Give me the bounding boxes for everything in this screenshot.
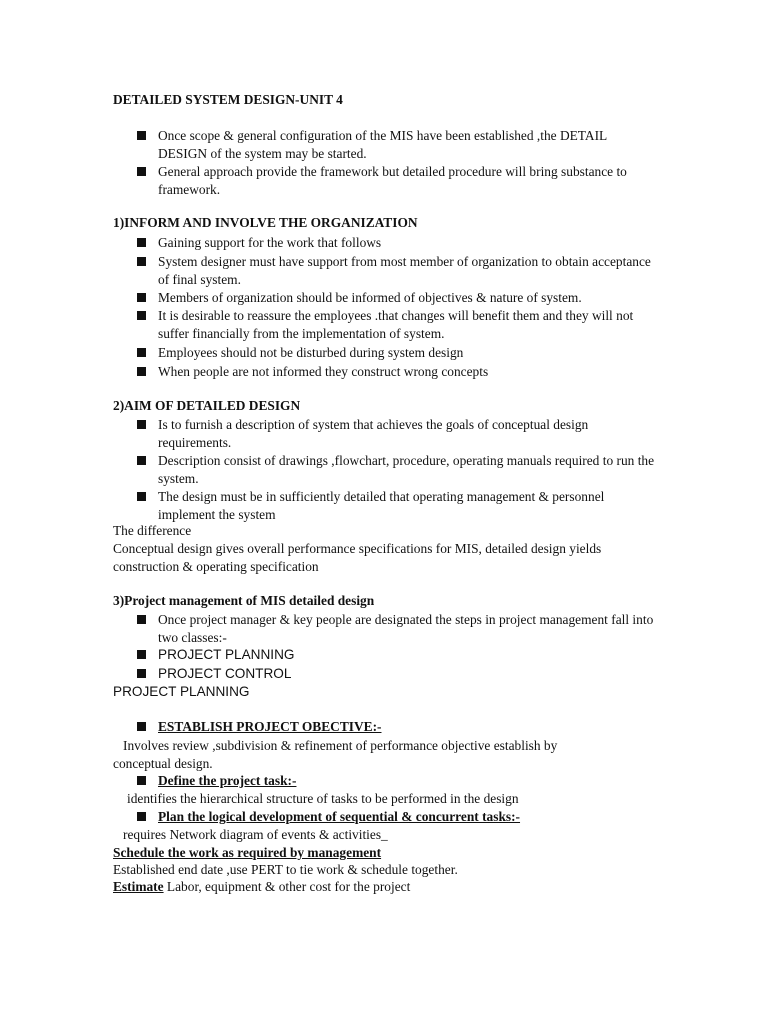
list-item-text: Once project manager & key people are designated the steps in project management fall into two classes:- [158, 612, 654, 645]
square-bullet-icon [137, 348, 146, 357]
estimate-text: Labor, equipment & other cost for the project [163, 879, 411, 894]
square-bullet-icon [137, 238, 146, 247]
list-item [137, 808, 655, 826]
list-item-text: Description consist of drawings ,flowchart, procedure, operating manuals required to run the system. [158, 453, 655, 486]
list-item-text: The design must be in sufficiently detailed that operating management & personnel implement the system [158, 489, 605, 522]
list-item [137, 772, 655, 790]
list-item [137, 289, 655, 307]
list-item-text: Is to furnish a description of system that achieves the goals of conceptual design requirements. [158, 417, 589, 450]
list-item [137, 307, 655, 342]
list-item [137, 363, 655, 381]
square-bullet-icon [137, 257, 146, 266]
square-bullet-icon [137, 167, 146, 176]
step-text: identifies the hierarchical structure of tasks to be performed in the design [127, 791, 519, 806]
list-item-text: Employees should not be disturbed during system design [158, 345, 464, 360]
estimate-title: Estimate [113, 879, 164, 894]
square-bullet-icon [137, 812, 146, 821]
list-item [137, 163, 655, 198]
page-title: DETAILED SYSTEM DESIGN-UNIT 4 [113, 92, 343, 107]
list-item [137, 488, 655, 523]
square-bullet-icon [137, 650, 146, 659]
step-text: requires Network diagram of events & activities_ [123, 827, 388, 842]
list-item-text: PROJECT CONTROL [158, 666, 292, 681]
list-item [137, 234, 655, 252]
difference-label: The difference [113, 523, 192, 538]
square-bullet-icon [137, 311, 146, 320]
list-item [137, 718, 655, 736]
square-bullet-icon [137, 492, 146, 501]
square-bullet-icon [137, 722, 146, 731]
list-item-text: When people are not informed they construct wrong concepts [158, 364, 489, 379]
list-item [137, 611, 655, 646]
step-text: Involves review ,subdivision & refinement of performance objective establish by conceptual design. [113, 738, 558, 771]
step-title: ESTABLISH PROJECT OBECTIVE:- [158, 719, 382, 734]
square-bullet-icon [137, 293, 146, 302]
list-item [137, 127, 655, 162]
list-item [137, 452, 655, 487]
schedule-text: Established end date ,use PERT to tie work & schedule together. [113, 862, 458, 877]
list-item [137, 665, 655, 683]
list-item [137, 416, 655, 451]
list-item [137, 253, 655, 288]
square-bullet-icon [137, 669, 146, 678]
square-bullet-icon [137, 456, 146, 465]
square-bullet-icon [137, 420, 146, 429]
square-bullet-icon [137, 615, 146, 624]
list-item-text: PROJECT PLANNING [158, 647, 295, 662]
section-heading: 3)Project management of MIS detailed design [113, 593, 375, 608]
square-bullet-icon [137, 367, 146, 376]
difference-text: Conceptual design gives overall performance specifications for MIS, detailed design yields construction & operating specification [113, 541, 602, 574]
section-heading: 1)INFORM AND INVOLVE THE ORGANIZATION [113, 215, 418, 230]
estimate-line [113, 878, 653, 896]
list-item-text: It is desirable to reassure the employees .that changes will benefit them and they will not suffer financially from the implementation of system. [158, 308, 634, 341]
section-heading: 2)AIM OF DETAILED DESIGN [113, 398, 301, 413]
list-item-text: Members of organization should be informed of objectives & nature of system. [158, 290, 582, 305]
square-bullet-icon [137, 776, 146, 785]
square-bullet-icon [137, 131, 146, 140]
list-item-text: Once scope & general configuration of the MIS have been established ,the DETAIL DESIGN of the system may be started. [158, 128, 607, 161]
list-item-text: General approach provide the framework but detailed procedure will bring substance to framework. [158, 164, 627, 197]
list-item [137, 646, 655, 664]
planning-label: PROJECT PLANNING [113, 684, 250, 699]
step-title: Define the project task:- [158, 773, 297, 788]
list-item-text: Gaining support for the work that follows [158, 235, 382, 250]
step-title: Plan the logical development of sequential & concurrent tasks:- [158, 809, 521, 824]
schedule-title: Schedule the work as required by management [113, 845, 382, 860]
list-item [137, 344, 655, 362]
list-item-text: System designer must have support from most member of organization to obtain acceptance of final system. [158, 254, 651, 287]
